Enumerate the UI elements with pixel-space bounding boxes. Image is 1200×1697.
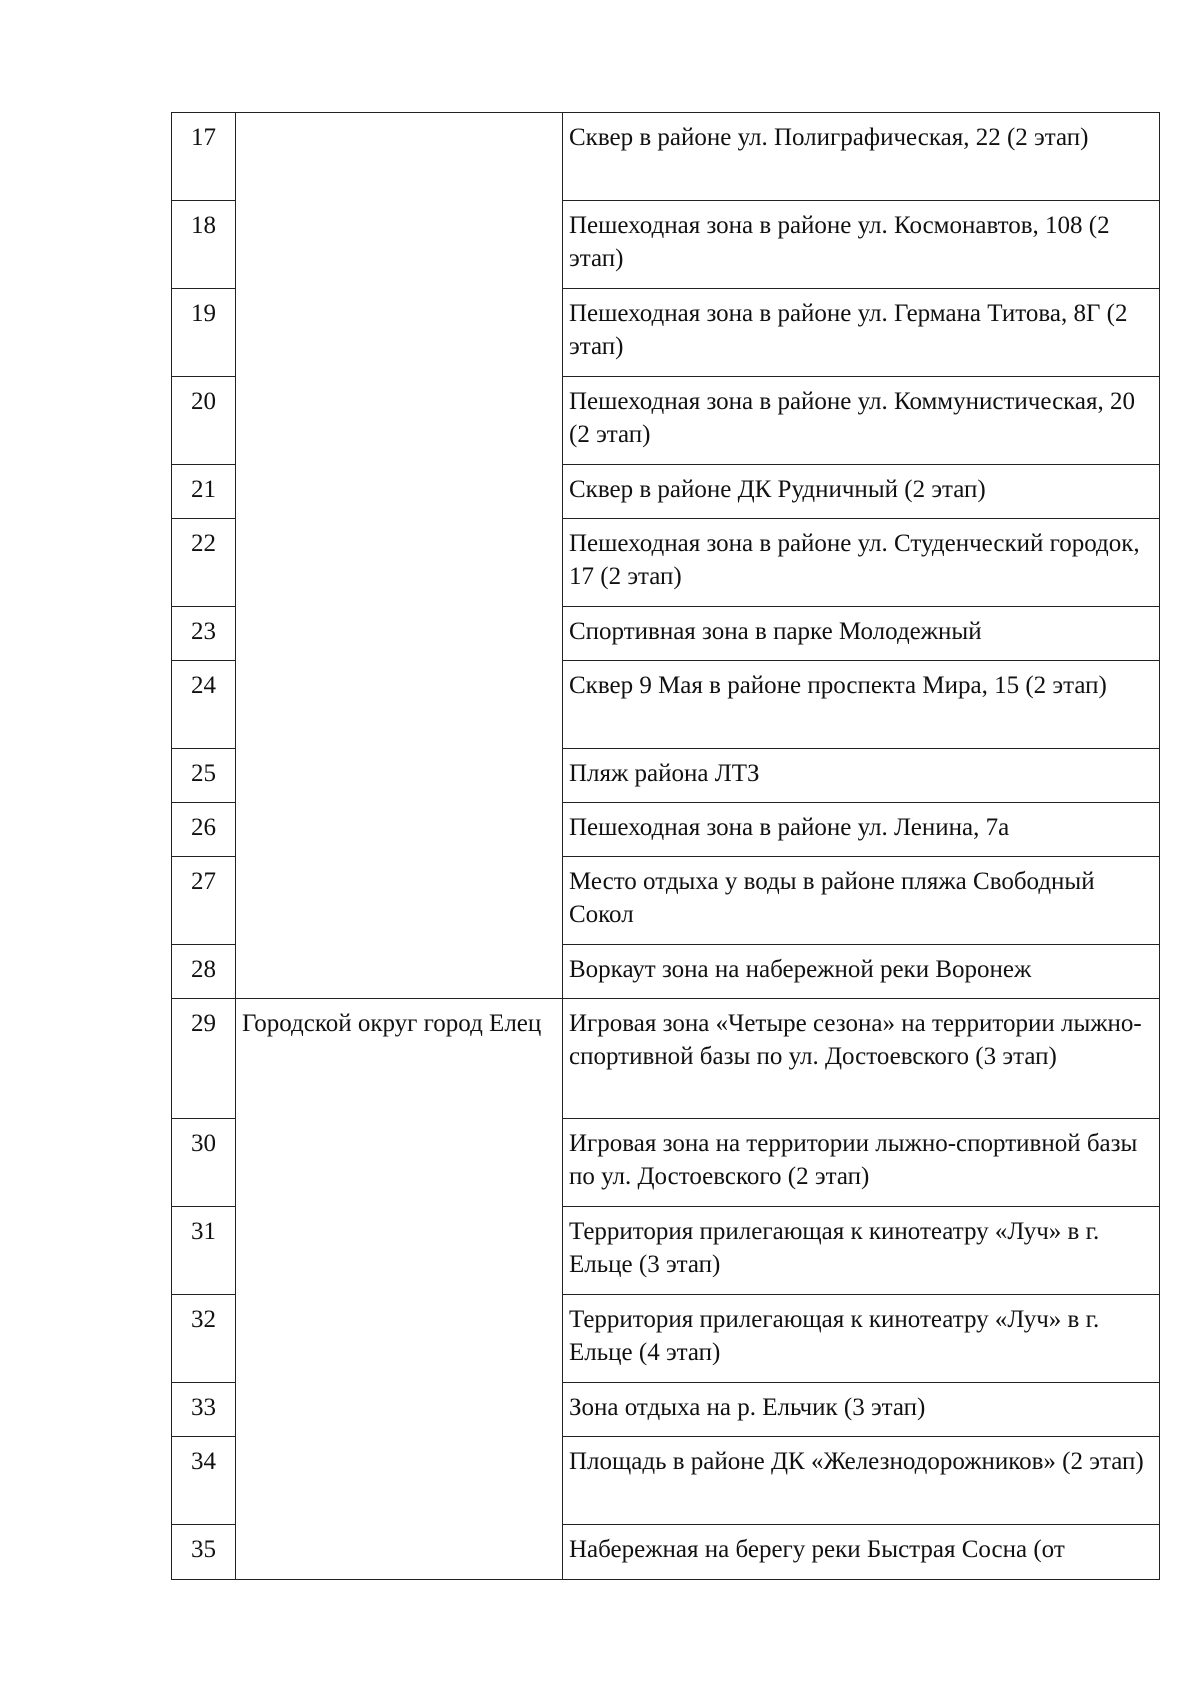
object-name: Сквер в районе ДК Рудничный (2 этап) [563,465,1160,519]
row-number: 20 [172,377,236,465]
row-number: 33 [172,1383,236,1437]
objects-table [171,112,1160,1580]
object-name: Площадь в районе ДК «Железнодорожников» (2 этап) [563,1437,1160,1525]
row-number: 30 [172,1119,236,1207]
row-number: 35 [172,1525,236,1580]
object-name: Игровая зона «Четыре сезона» на территории лыжно-спортивной базы по ул. Достоевского (3 этап) [563,999,1160,1119]
row-number: 25 [172,749,236,803]
row-number: 26 [172,803,236,857]
object-name: Набережная на берегу реки Быстрая Сосна (от [563,1525,1160,1580]
row-number: 34 [172,1437,236,1525]
row-number: 22 [172,519,236,607]
object-name: Воркаут зона на набережной реки Воронеж [563,945,1160,999]
municipality-cell: Городской округ город Елец [236,999,563,1580]
object-name: Пляж района ЛТЗ [563,749,1160,803]
object-name: Сквер в районе ул. Полиграфическая, 22 (2 этап) [563,113,1160,201]
object-name: Место отдыха у воды в районе пляжа Свободный Сокол [563,857,1160,945]
object-name: Игровая зона на территории лыжно-спортивной базы по ул. Достоевского (2 этап) [563,1119,1160,1207]
object-name: Пешеходная зона в районе ул. Космонавтов, 108 (2 этап) [563,201,1160,289]
row-number: 21 [172,465,236,519]
row-number: 18 [172,201,236,289]
object-name: Пешеходная зона в районе ул. Ленина, 7а [563,803,1160,857]
object-name: Пешеходная зона в районе ул. Германа Титова, 8Г (2 этап) [563,289,1160,377]
object-name: Зона отдыха на р. Ельчик (3 этап) [563,1383,1160,1437]
object-name: Пешеходная зона в районе ул. Коммунистическая, 20 (2 этап) [563,377,1160,465]
row-number: 19 [172,289,236,377]
row-number: 31 [172,1207,236,1295]
table-row [172,999,1160,1119]
object-name: Территория прилегающая к кинотеатру «Луч» в г. Ельце (4 этап) [563,1295,1160,1383]
object-name: Территория прилегающая к кинотеатру «Луч» в г. Ельце (3 этап) [563,1207,1160,1295]
table-row [172,113,1160,201]
row-number: 23 [172,607,236,661]
row-number: 32 [172,1295,236,1383]
row-number: 24 [172,661,236,749]
object-name: Спортивная зона в парке Молодежный [563,607,1160,661]
row-number: 29 [172,999,236,1119]
object-name: Сквер 9 Мая в районе проспекта Мира, 15 (2 этап) [563,661,1160,749]
row-number: 27 [172,857,236,945]
municipality-cell [236,113,563,999]
row-number: 28 [172,945,236,999]
object-name: Пешеходная зона в районе ул. Студенческий городок, 17 (2 этап) [563,519,1160,607]
row-number: 17 [172,113,236,201]
